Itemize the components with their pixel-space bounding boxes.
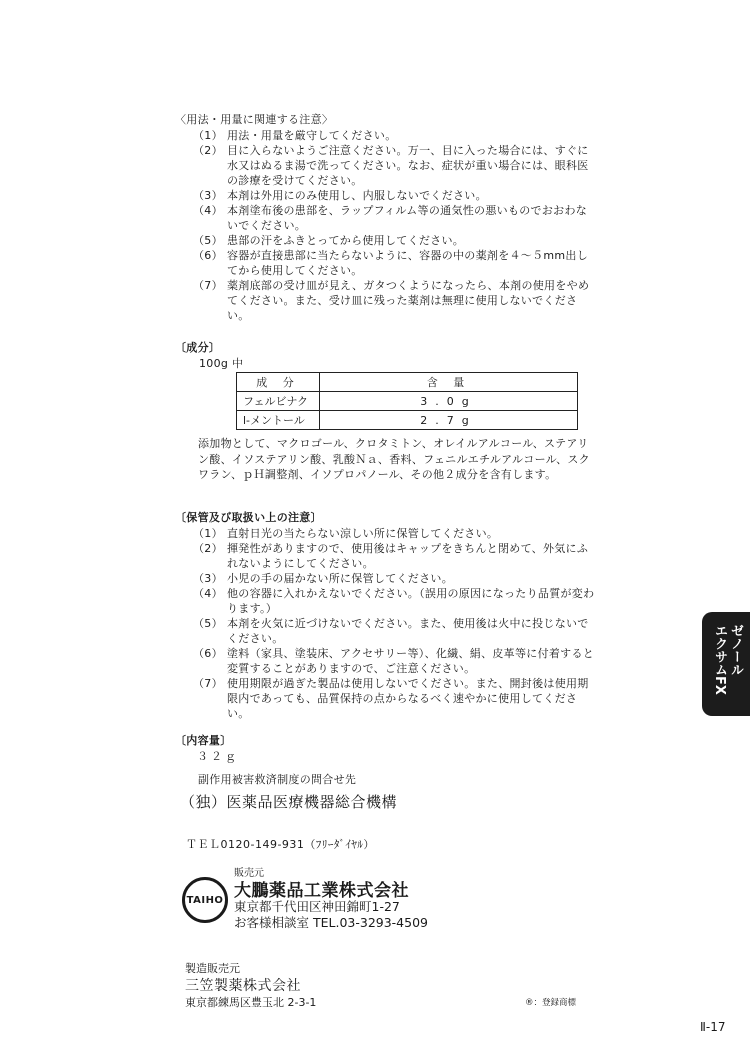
- usage-section: [175, 112, 595, 323]
- seller-name: 大鵬薬品工業株式会社: [234, 881, 409, 901]
- list-item: [175, 248, 595, 278]
- seller-contact: お客様相談室 TEL.03-3293-4509: [234, 915, 428, 930]
- item-text: 目に入らないようご注意ください。万一、目に入った場合には、すぐに水又はぬるま湯で洗ってください。なお、症状が重い場合には、眼科医の診療を受けてください。: [227, 144, 589, 187]
- list-item: [175, 541, 595, 571]
- item-text: 塗料（家具、塗装床、アクセサリー等）、化繊、絹、皮革等に付着すると変質することがありますので、ご注意ください。: [227, 647, 595, 675]
- item-number: （2）: [193, 144, 223, 157]
- item-text: 患部の汗をふきとってから使用してください。: [227, 234, 465, 247]
- ingredients-basis: 100g 中: [199, 357, 244, 370]
- item-number: （1）: [193, 527, 223, 540]
- storage-list: [175, 526, 595, 721]
- item-number: （1）: [193, 129, 223, 142]
- item-number: （6）: [193, 249, 223, 262]
- taiho-logo: TAIHO: [182, 877, 228, 923]
- item-text: 他の容器に入れかえないでください。（誤用の原因になったり品質が変わります。）: [227, 587, 595, 615]
- col-amount-header: 含 量: [320, 373, 578, 392]
- item-text: 本剤を火気に近づけないでください。また、使用後は火中に投じないでください。: [227, 617, 589, 645]
- usage-header: 〈用法・用量に関連する注意〉: [175, 113, 334, 126]
- additives-text: 添加物として、マクロゴール、クロタミトン、オレイルアルコール、ステアリン酸、イソステアリン酸、乳酸Ｎａ、香料、フェニルエチルアルコール、スクワラン、ｐＨ調整剤、イソプロパノール、その他２成分を含有します。: [198, 437, 590, 481]
- relief-tel: ＴＥＬ0120-149-931（ﾌﾘｰﾀﾞｲﾔﾙ）: [186, 838, 375, 851]
- tab-text-line2: エクサムFX: [712, 624, 727, 695]
- col-name-header: 成 分: [237, 373, 320, 392]
- relief-org: （独）医薬品医療機器総合機構: [180, 793, 398, 811]
- list-item: [175, 188, 595, 203]
- page-number: Ⅱ-17: [700, 1020, 726, 1034]
- list-item: [175, 646, 595, 676]
- list-item: [175, 278, 595, 323]
- storage-section: [175, 510, 595, 721]
- item-text: 使用期限が過ぎた製品は使用しないでください。また、開封後は使用期限内であっても、品質保持の点からなるべく速やかに使用してください。: [227, 677, 589, 720]
- ingredient-amount: 3.0g: [320, 392, 578, 411]
- ingredient-name: フェルビナク: [237, 392, 320, 411]
- list-item: [175, 203, 595, 233]
- item-text: 本剤は外用にのみ使用し、内服しないでください。: [227, 189, 487, 202]
- ingredients-section: [175, 340, 595, 372]
- content-section: [175, 733, 595, 765]
- table-header-row: [237, 373, 578, 392]
- trademark-note: ®：登録商標: [525, 998, 577, 1008]
- item-number: （4）: [193, 204, 223, 217]
- item-text: 容器が直接患部に当たらないように、容器の中の薬剤を４～５mm出してから使用してください。: [227, 249, 589, 277]
- ingredients-header: 〔成分〕: [175, 341, 221, 354]
- item-text: 揮発性がありますので、使用後はキャップをきちんと閉めて、外気にふれないようにしてください。: [227, 542, 589, 570]
- ingredient-name: l-メントール: [237, 411, 320, 430]
- list-item: [175, 616, 595, 646]
- item-text: 本剤塗布後の患部を、ラップフィルム等の通気性の悪いものでおおわないでください。: [227, 204, 588, 232]
- manufacturer-role: 製造販売元: [185, 962, 240, 975]
- item-number: （6）: [193, 647, 223, 660]
- list-item: [175, 128, 595, 143]
- list-item: [175, 526, 595, 541]
- ingredient-amount: 2.7g: [320, 411, 578, 430]
- content-value: ３２ｇ: [197, 750, 239, 763]
- item-number: （3）: [193, 572, 223, 585]
- ingredients-table: [236, 372, 578, 430]
- item-text: 用法・用量を厳守してください。: [227, 129, 397, 142]
- list-item: [175, 233, 595, 248]
- content-header: 〔内容量〕: [175, 734, 232, 747]
- list-item: [175, 676, 595, 721]
- list-item: [175, 586, 595, 616]
- item-number: （2）: [193, 542, 223, 555]
- item-number: （5）: [193, 234, 223, 247]
- list-item: [175, 571, 595, 586]
- table-row: [237, 411, 578, 430]
- item-number: （7）: [193, 279, 223, 292]
- item-number: （4）: [193, 587, 223, 600]
- seller-role: 販売元: [234, 868, 264, 879]
- storage-header: 〔保管及び取扱い上の注意〕: [175, 511, 322, 524]
- manufacturer-name: 三笠製薬株式会社: [185, 978, 301, 994]
- tab-text-line1: ゼノール: [728, 624, 743, 676]
- item-number: （7）: [193, 677, 223, 690]
- list-item: [175, 143, 595, 188]
- item-number: （3）: [193, 189, 223, 202]
- item-text: 小児の手の届かない所に保管してください。: [227, 572, 453, 585]
- side-index-tab: [702, 612, 750, 716]
- seller-address: 東京都千代田区神田錦町1-27: [234, 899, 400, 914]
- usage-list: [175, 128, 595, 323]
- item-text: 薬剤底部の受け皿が見え、ガタつくようになったら、本剤の使用をやめてください。また、受け皿に残った薬剤は無理に使用しないでください。: [227, 279, 590, 322]
- manufacturer-address: 東京都練馬区豊玉北 2-3-1: [185, 996, 317, 1009]
- relief-label: 副作用被害救済制度の問合せ先: [198, 773, 357, 786]
- item-text: 直射日光の当たらない涼しい所に保管してください。: [227, 527, 499, 540]
- item-number: （5）: [193, 617, 223, 630]
- table-row: [237, 392, 578, 411]
